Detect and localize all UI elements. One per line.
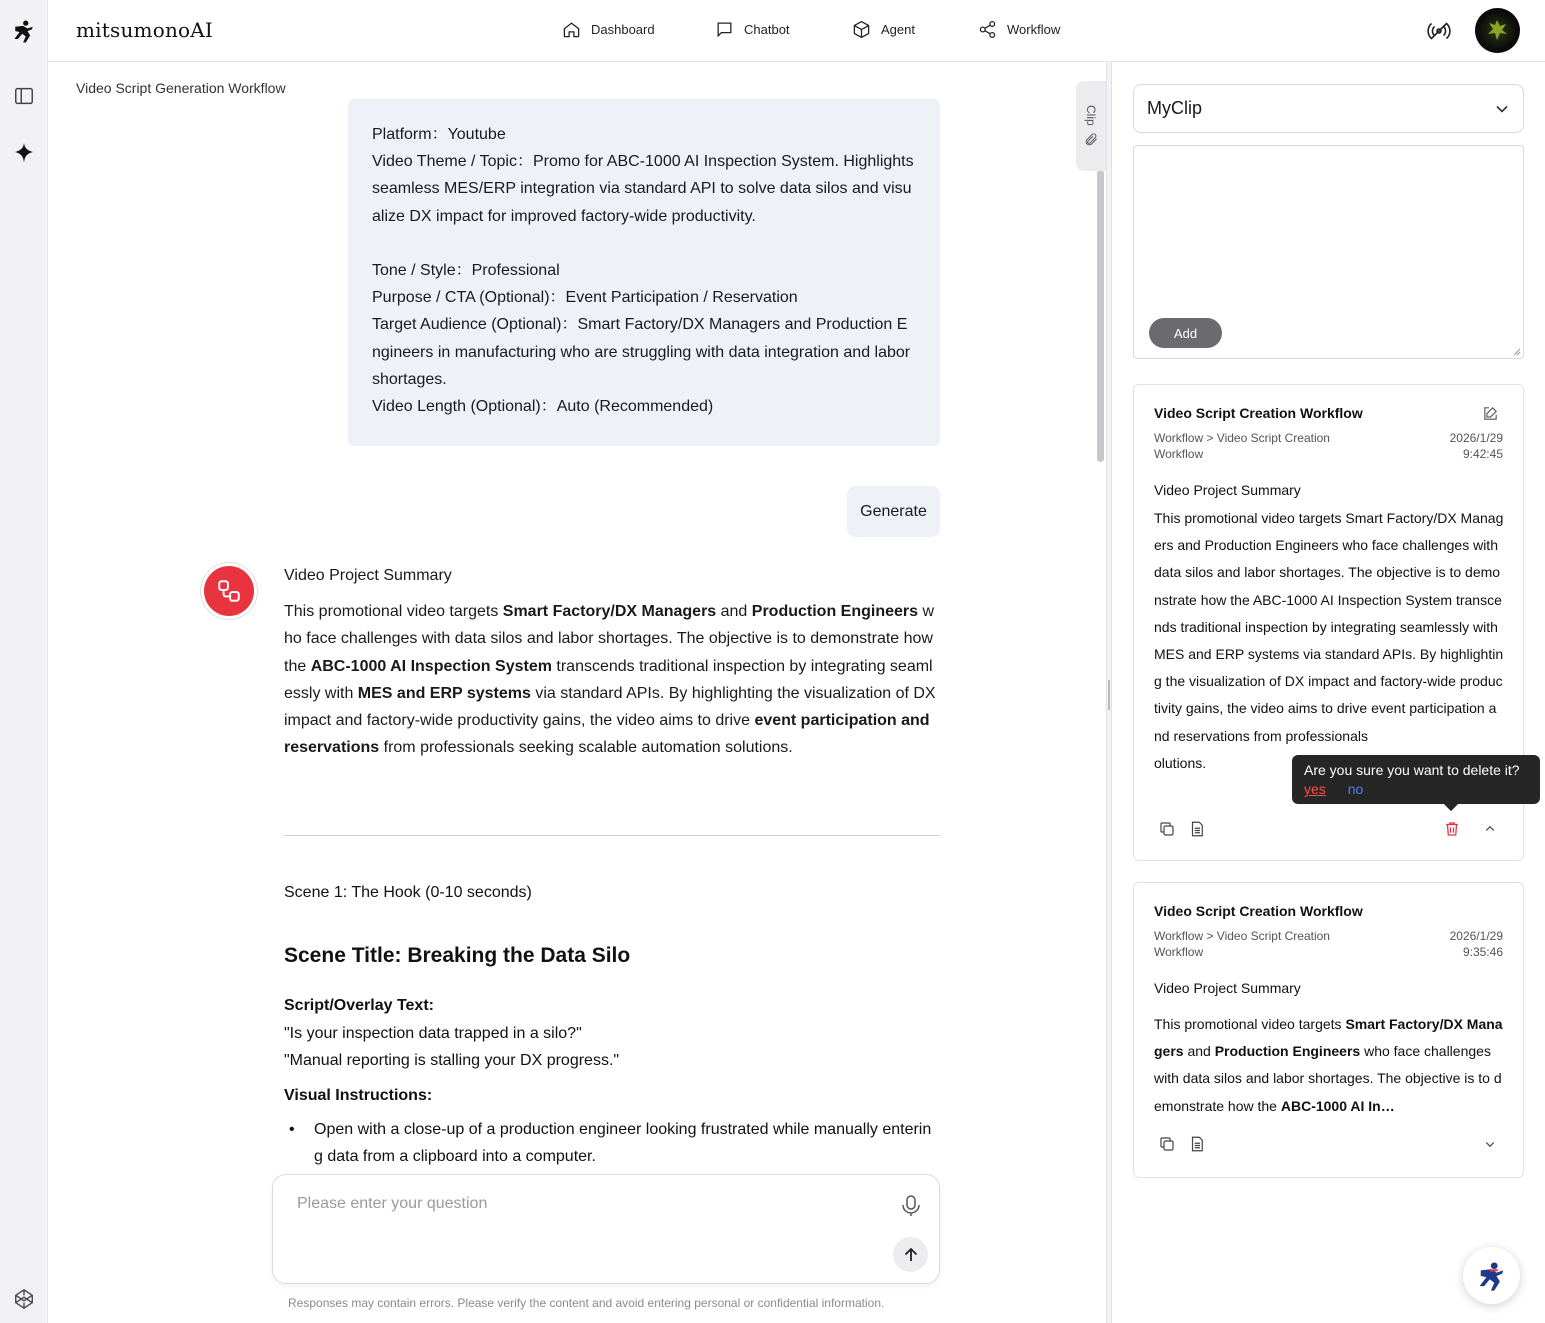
- nav-dashboard[interactable]: [562, 20, 655, 39]
- script-label: Script/Overlay Text:: [284, 997, 434, 1014]
- confirm-yes-link[interactable]: yes: [1304, 781, 1326, 797]
- chat-icon: [715, 20, 734, 39]
- brand-name[interactable]: mitsumonoAI: [76, 18, 214, 42]
- copy-icon[interactable]: [1158, 1135, 1176, 1153]
- nav-workflow-label: Workflow: [1007, 22, 1061, 37]
- bot-answer: [284, 562, 940, 761]
- card-title: Video Script Creation Workflow: [1154, 903, 1363, 919]
- nav-agent-label: Agent: [881, 22, 915, 37]
- answer-paragraph: This promotional video targets Smart Factory/DX Managers and Production Engineers who face challenges with data silos and labor shortages. The objective is to demonstrate how the ABC-1000 AI Inspection System transcends traditional inspection by integrating seamlessly with MES and ERP systems via standard APIs. By highlighting the visualization of DX impact and factory-wide productivity gains, the video aims to drive event participation and reservations from professionals seeking scalable automation solutions.: [284, 603, 936, 757]
- left-rail: [0, 0, 48, 1323]
- bot-avatar: [200, 562, 258, 620]
- ninja-logo-icon[interactable]: [10, 18, 38, 46]
- delete-icon[interactable]: [1443, 820, 1461, 838]
- script-block: [284, 992, 940, 1109]
- workflow-bot-icon: [216, 578, 242, 604]
- user-message-line: Purpose / CTA (Optional)：Event Participation / Reservation: [372, 289, 798, 307]
- visual-label: Visual Instructions:: [284, 1086, 433, 1104]
- card-body: This promotional video targets Smart Factory/DX Managers and Production Engineers who face challenges with data silos and labor shortages. The objective is to demonstrate how the ABC-1000 AI In…: [1154, 1016, 1503, 1114]
- card-title: Video Script Creation Workflow: [1154, 405, 1363, 421]
- user-message-line: Tone / Style：Professional: [372, 262, 560, 279]
- assistant-fab-button[interactable]: [1463, 1247, 1520, 1304]
- card-date: 2026/1/29 9:35:46: [1449, 929, 1503, 959]
- sidebar-toggle-icon[interactable]: [10, 82, 38, 110]
- arrow-up-icon: [901, 1245, 921, 1265]
- paperclip-icon: [1084, 132, 1099, 147]
- script-line: "Manual reporting is stalling your DX progress.": [284, 1052, 620, 1069]
- user-message-line: Video Theme / Topic：Promo for ABC-1000 AI Inspection System. Highlights seamless MES/ERP integration via standard API to solve data silos and visualize DX impact for improved factory-wide productivity.: [372, 153, 914, 225]
- card-body: This promotional video targets Smart Factory/DX Managers and Production Engineers who face challenges with data silos and labor shortages. The objective is to demonstrate how the ABC-1000 AI Inspection System transcends traditional inspection by integrating seamlessly with MES and ERP systems via standard APIs. By highlighting the visualization of DX impact and factory-wide productivity gains, the video aims to drive event participation and reservations from professionals olutions.: [1154, 510, 1504, 771]
- answer-heading: Video Project Summary: [284, 567, 452, 584]
- clip-select[interactable]: [1133, 84, 1524, 133]
- add-button[interactable]: Add: [1149, 318, 1222, 348]
- microphone-icon[interactable]: [901, 1195, 921, 1217]
- share-icon: [978, 20, 997, 39]
- codepen-icon[interactable]: [10, 1285, 38, 1313]
- generate-message: Generate: [847, 486, 940, 537]
- scene-title: Scene Title: Breaking the Data Silo: [284, 944, 631, 967]
- send-button[interactable]: [893, 1237, 928, 1272]
- chevron-up-icon[interactable]: [1481, 820, 1499, 838]
- card-actions: [1154, 820, 1504, 840]
- home-icon: [562, 20, 581, 39]
- popover-question: Are you sure you want to delete it?: [1304, 762, 1520, 778]
- clip-tab[interactable]: [1076, 81, 1106, 171]
- card-actions: [1154, 1135, 1504, 1155]
- clip-tab-label: Clip: [1084, 105, 1098, 126]
- nav-chatbot[interactable]: [715, 20, 790, 39]
- copy-icon[interactable]: [1158, 820, 1176, 838]
- section-divider: [284, 835, 940, 836]
- nav-agent[interactable]: [852, 20, 915, 39]
- disclaimer-text: Responses may contain errors. Please verify the content and avoid entering personal or confidential information.: [288, 1296, 885, 1310]
- main-scrollbar-thumb[interactable]: [1097, 170, 1104, 462]
- resize-handle-icon[interactable]: [1513, 348, 1521, 356]
- sparkle-icon[interactable]: [10, 139, 38, 167]
- card-summary-heading: Video Project Summary: [1154, 482, 1301, 498]
- delete-confirm-popover: [1292, 755, 1540, 804]
- chat-composer: [272, 1174, 940, 1284]
- user-message-blank: [372, 230, 916, 257]
- nav-workflow[interactable]: [978, 20, 1060, 39]
- clip-card: [1133, 882, 1524, 1178]
- user-message-line: Video Length (Optional)：Auto (Recommended): [372, 398, 714, 416]
- question-input[interactable]: [297, 1195, 877, 1213]
- chevron-down-icon: [1495, 102, 1509, 116]
- scene-label: Scene 1: The Hook (0-10 seconds): [284, 884, 532, 901]
- card-path: Workflow > Video Script Creation Workflow: [1154, 431, 1330, 461]
- clip-select-value: MyClip: [1147, 98, 1203, 118]
- broadcast-icon[interactable]: [1427, 19, 1451, 43]
- nav-dashboard-label: Dashboard: [591, 22, 655, 37]
- top-header: [48, 0, 1545, 62]
- edit-icon[interactable]: [1482, 405, 1499, 422]
- breadcrumb: Video Script Generation Workflow: [76, 80, 286, 96]
- cube-icon: [852, 20, 871, 39]
- nav-chatbot-label: Chatbot: [744, 22, 790, 37]
- user-message-line: Target Audience (Optional)：Smart Factory/DX Managers and Production Engineers in manufacturing who are struggling with data integration and labor shortages.: [372, 316, 911, 388]
- document-icon[interactable]: [1188, 1135, 1206, 1153]
- visual-bullet-item: • Open with a close-up of a production engineer looking frustrated while manually entering data from a clipboard into a computer.: [284, 1116, 940, 1170]
- document-icon[interactable]: [1188, 820, 1206, 838]
- resize-grip-icon[interactable]: [1108, 680, 1110, 710]
- user-message-line: Platform：Youtube: [372, 126, 506, 143]
- chevron-down-icon[interactable]: [1481, 1135, 1499, 1153]
- card-date: 2026/1/29 9:42:45: [1449, 431, 1503, 461]
- user-avatar[interactable]: [1475, 8, 1520, 53]
- script-line: "Is your inspection data trapped in a silo?": [284, 1024, 582, 1042]
- confirm-no-link[interactable]: no: [1347, 781, 1364, 797]
- card-summary-heading: Video Project Summary: [1154, 980, 1301, 996]
- clip-note-textarea[interactable]: [1133, 145, 1524, 359]
- ninja-mascot-icon: [1474, 1258, 1510, 1294]
- card-path: Workflow > Video Script Creation Workflow: [1154, 929, 1330, 959]
- user-message-bubble: [348, 99, 940, 446]
